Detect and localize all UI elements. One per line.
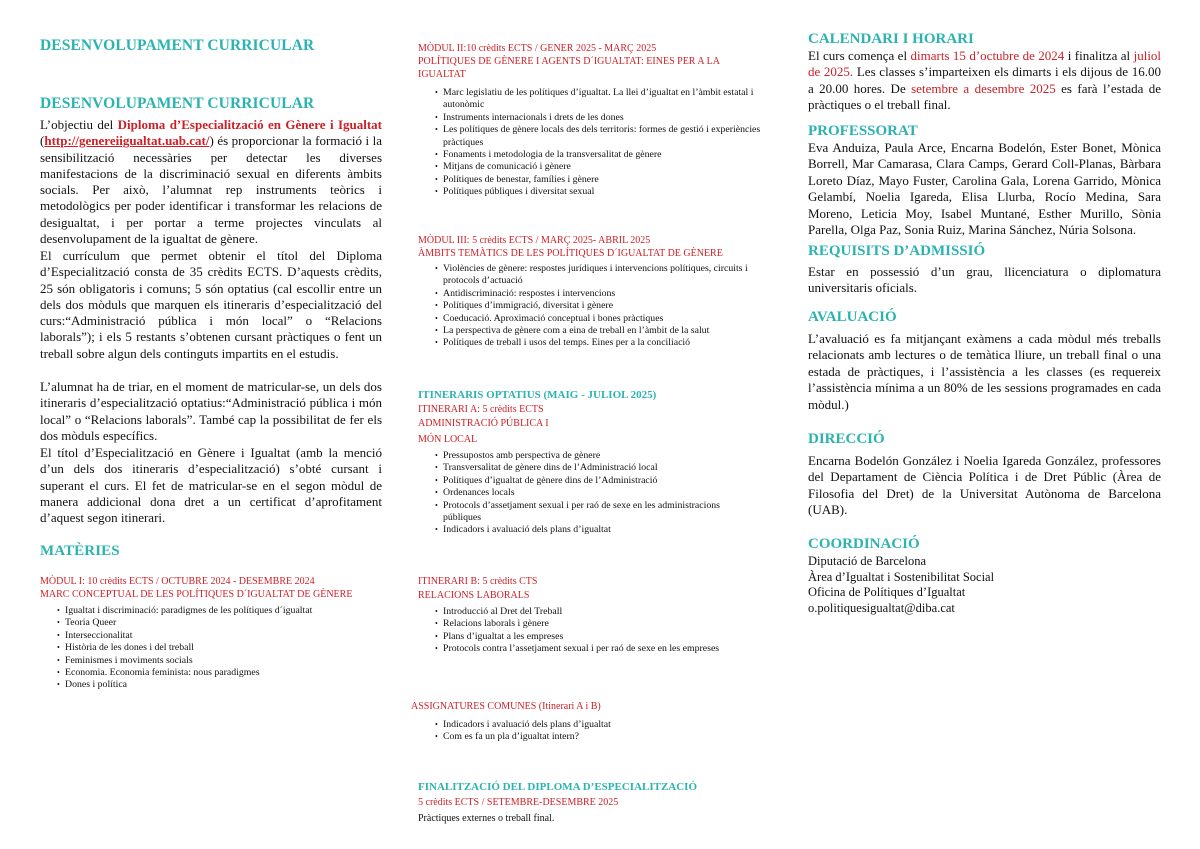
coordination-line-2: Àrea d’Igualtat i Sostenibilitat Social [808,569,995,584]
itinerary-b-line1: ITINERARI B: 5 crèdits CTS [418,576,538,587]
calendar-practice-period: setembre a desembre 2025 [911,80,1056,96]
list-item: • Polítiques de benestar, famílies i gènere [436,174,776,186]
heading-desenvolupament: DESENVOLUPAMENT CURRICULAR [40,95,315,112]
itinerary-paragraph: L’alumnat ha de triar, en el moment de matricular-se, un dels dos itineraris d’especialització optatius:“Administració pública i món local” o “Relacions laborals”. També cap la possibilitat de fer els dos mòduls específics. [40,379,382,443]
evaluation-text: L’avaluació es fa mitjançant exàmens a cada mòdul més treballs relacionats amb lectures o de temàtica lliure, un treball final o una estada de pràctiques, i l’assistència a les classes (es requereix l’assistència mínima a un 80% de les sessions programades en cada mòdul.) [808,331,1161,412]
list-item: • Coeducació. Aproximació conceptual i bones pràctiques [436,313,776,325]
list-item: • Igualtat i discriminació: paradigmes de les polítiques d´igualtat [58,605,388,617]
calendar-start-date: dimarts 15 d’octubre de 2024 [910,48,1065,63]
module1-title: MÒDUL I: 10 crèdits ECTS / OCTUBRE 2024 - DESEMBRE 2024 [40,576,315,587]
title-paragraph: El títol d’Especialització en Gènere i Igualtat (amb la menció d’un dels dos itineraris d’especialització) s’obté cursant i superant el curs. El fet de matricular-se en el segon mòdul de manera addicional dona dret a un certificat d’aprofitament d’aquest segon itinerari. [40,445,382,526]
heading-direccio: DIRECCIÓ [808,431,885,447]
coordination-line-1: Diputació de Barcelona [808,554,927,568]
list-item: • Fonaments i metodologia de la transversalitat de gènere [436,149,776,161]
list-item: • Relacions laborals i gènere [436,618,756,630]
list-item: • Economia. Economia feminista: nous paradigmes [58,667,388,679]
list-item: • Violències de gènere: respostes jurídiques i intervencions polítiques, circuits i protocols d’actuació [436,263,776,288]
heading-coordinacio: COORDINACIÓ [808,536,920,552]
itinerary-a-line2: ADMINISTRACIÓ PÚBLICA I [418,418,549,429]
module3-list [418,263,776,350]
itineraris-heading: ITINERARIS OPTATIUS (MAIG - JULIOL 2025) [418,389,657,401]
final-title: FINALITZACIÓ DEL DIPLOMA D’ESPECIALITZACIÓ [418,781,698,793]
module3-title: MÒDUL III: 5 crèdits ECTS / MARÇ 2025- ABRIL 2025 [418,235,651,246]
heading-avaluacio: AVALUACIÓ [808,309,897,325]
common-subjects-title: ASSIGNATURES COMUNES (Itinerari A i B) [411,701,601,712]
list-item: • Protocols contra l’assetjament sexual i per raó de sexe en les empreses [436,643,756,655]
list-item: • Teoria Queer [58,617,388,629]
calendar-text-d: es farà l’estada de pràctiques o el treball final. [808,80,1162,113]
module2-subtitle: POLÍTIQUES DE GÈNERE I AGENTS D´IGUALTAT: EINES PER A LA IGUALTAT [418,56,720,80]
final-subtitle: 5 crèdits ECTS / SETEMBRE-DESEMBRE 2025 [418,797,619,808]
list-item: • Polítiques d’immigració, diversitat i gènere [436,300,776,312]
module1-subtitle: MARC CONCEPTUAL DE LES POLÍTIQUES D´IGUALTAT DE GÈNERE [40,589,353,600]
intro-text-a: L’objectiu del [40,117,114,132]
list-item: • Història de les dones i del treball [58,642,388,654]
list-item: • La perspectiva de gènere com a eina de treball en l’àmbit de la salut [436,325,776,337]
heading-desenvolupament-top: DESENVOLUPAMENT CURRICULAR [40,37,315,54]
calendar-text-a: El curs comença el [808,48,908,63]
common-subjects-list [418,719,736,744]
calendar-text-b: i finalitza al [1067,48,1131,63]
list-item: • Ordenances locals [436,487,736,499]
module2-list [418,87,776,199]
list-item: • Marc legislatiu de les polítiques d’igualtat. La llei d’igualtat en l’àmbit estatal i autonòmic [436,87,776,112]
coordination-email[interactable]: o.politiquesigualtat@diba.cat [808,600,955,615]
list-item: • Pressupostos amb perspectiva de gènere [436,450,736,462]
intro-paragraph: L’objectiu del Diploma d’Especialització en Gènere i Igualtat (http://genereiigualtat.uab.cat/) és proporcionar la formació i la sensibilització necessàries per detectar les diverses manifestacions de la discriminació sexual en diferents àmbits socials. Per això, l’alumnat rep instruments teòrics i metodològics per poder identificar i transformar les relacions de desigualtat, i per portar a terme projectes vinculats al desenvolupament de la igualtat de gènere. [40,117,383,247]
list-item: • Protocols d’assetjament sexual i per raó de sexe en les administracions públiques [436,500,736,525]
coordination-line-3: Oficina de Polítiques d’Igualtat [808,585,966,599]
direction-text: Encarna Bodelón González i Noelia Igareda González, professores del Departament de Ciència Política i de Dret Públic (Àrea de Filosofia del Dret) de la Universitat Autònoma de Barcelona (UAB). [808,453,1161,518]
itinerary-a-line3: MÓN LOCAL [418,434,478,445]
itinerary-b-list [418,606,756,656]
module1-list [40,605,388,692]
list-item: • Com es fa un pla d’igualtat intern? [436,731,736,743]
list-item: • Indicadors i avaluació dels plans d’igualtat [436,524,736,536]
list-item: • Plans d’igualtat a les empreses [436,631,756,643]
calendar-end-date: juliol de 2025. [808,48,1162,80]
list-item: • Dones i política [58,679,388,691]
calendar-text-c: Les classes s’imparteixen els dimarts i els dijous de 16.00 a 20.00 hores. De [808,64,1161,96]
list-item: • Indicadors i avaluació dels plans d’igualtat [436,719,736,731]
list-item: • Instruments internacionals i drets de les dones [436,112,776,124]
module2-title: MÒDUL II:10 crèdits ECTS / GENER 2025 - MARÇ 2025 [418,43,657,54]
list-item: • Polítiques públiques i diversitat sexual [436,186,776,198]
curriculum-paragraph: El currículum que permet obtenir el títol del Diploma d’Especialització consta de 35 crèdits ECTS. D’aquests crèdits, 25 són obligatoris i comuns; 5 són optatius (cal escollir entre un dels dos mòduls que marquen els itineraris d’especialització del curs:“Administració pública i món local” o “Relacions laborals”); i els 5 restants s’obtenen cursant pràctiques o fent un treball sobre algun dels continguts impartits en el estudis. [40,248,382,361]
itinerary-a-list [418,450,736,537]
list-item: • Antidiscriminació: respostes i intervencions [436,288,776,300]
list-item: • Polítiques d’igualtat de gènere dins de l’Administració [436,475,736,487]
list-item: • Introducció al Dret del Treball [436,606,756,618]
heading-professorat: PROFESSORAT [808,123,918,139]
list-item: • Les polítiques de gènere locals des dels territoris: formes de gestió i experiències pràctiques [436,124,776,149]
list-item: • Transversalitat de gènere dins de l’Administració local [436,462,736,474]
itinerary-b-line2: RELACIONS LABORALS [418,590,530,601]
heading-materies: MATÈRIES [40,543,120,559]
coordination-block [808,554,1161,616]
diploma-name: Diploma d’Especialització en Gènere i Igualtat [117,117,383,132]
calendar-paragraph [808,48,1161,114]
module3-subtitle: ÀMBITS TEMÀTICS DE LES POLÍTIQUES D´IGUALTAT DE GÈNERE [418,248,723,259]
list-item: • Mitjans de comunicació i gènere [436,161,776,173]
list-item: • Polítiques de treball i usos del temps. Eines per a la conciliació [436,337,776,349]
faculty-list: Eva Anduiza, Paula Arce, Encarna Bodelón, Ester Bonet, Mònica Borrell, Mar Camarasa, Clara Camps, Gerard Coll-Planas, Bàrbara Loreto Díaz, Mayo Fuster, Carolina Gala, Lorena Garrido, Mònica Gelambí, Noelia Igareda, Elisa Llurba, Rocío Medina, Sara Moreno, Leticia Moy, Isabel Muntané, Esther Murillo, Sònia Parella, Olga Paz, Sonia Ruiz, Marina Sánchez, Núria Solsona. [808,140,1161,238]
heading-calendari: CALENDARI I HORARI [808,31,974,47]
list-item: • Interseccionalitat [58,630,388,642]
intro-text-b: és proporcionar la formació i la sensibilització necessàries per detectar les diverses manifestacions de la discriminació sexual en diferents àmbits socials. Per això, l’alumnat rep instruments teòrics i metodològics per poder identificar i transformar les relacions de desigualtat, i per portar a terme projectes vinculats al desenvolupament de la igualtat de gènere. [40,133,382,247]
diploma-link[interactable]: http://genereiigualtat.uab.cat/ [44,133,210,149]
list-item: • Feminismes i moviments socials [58,655,388,667]
heading-requisits: REQUISITS D’ADMISSIÓ [808,243,986,259]
requirements-text: Estar en possessió d’un grau, llicenciatura o diplomatura universitaris oficials. [808,264,1161,296]
itinerary-a-line1: ITINERARI A: 5 crèdits ECTS [418,404,544,415]
final-text: Pràctiques externes o treball final. [418,813,555,824]
